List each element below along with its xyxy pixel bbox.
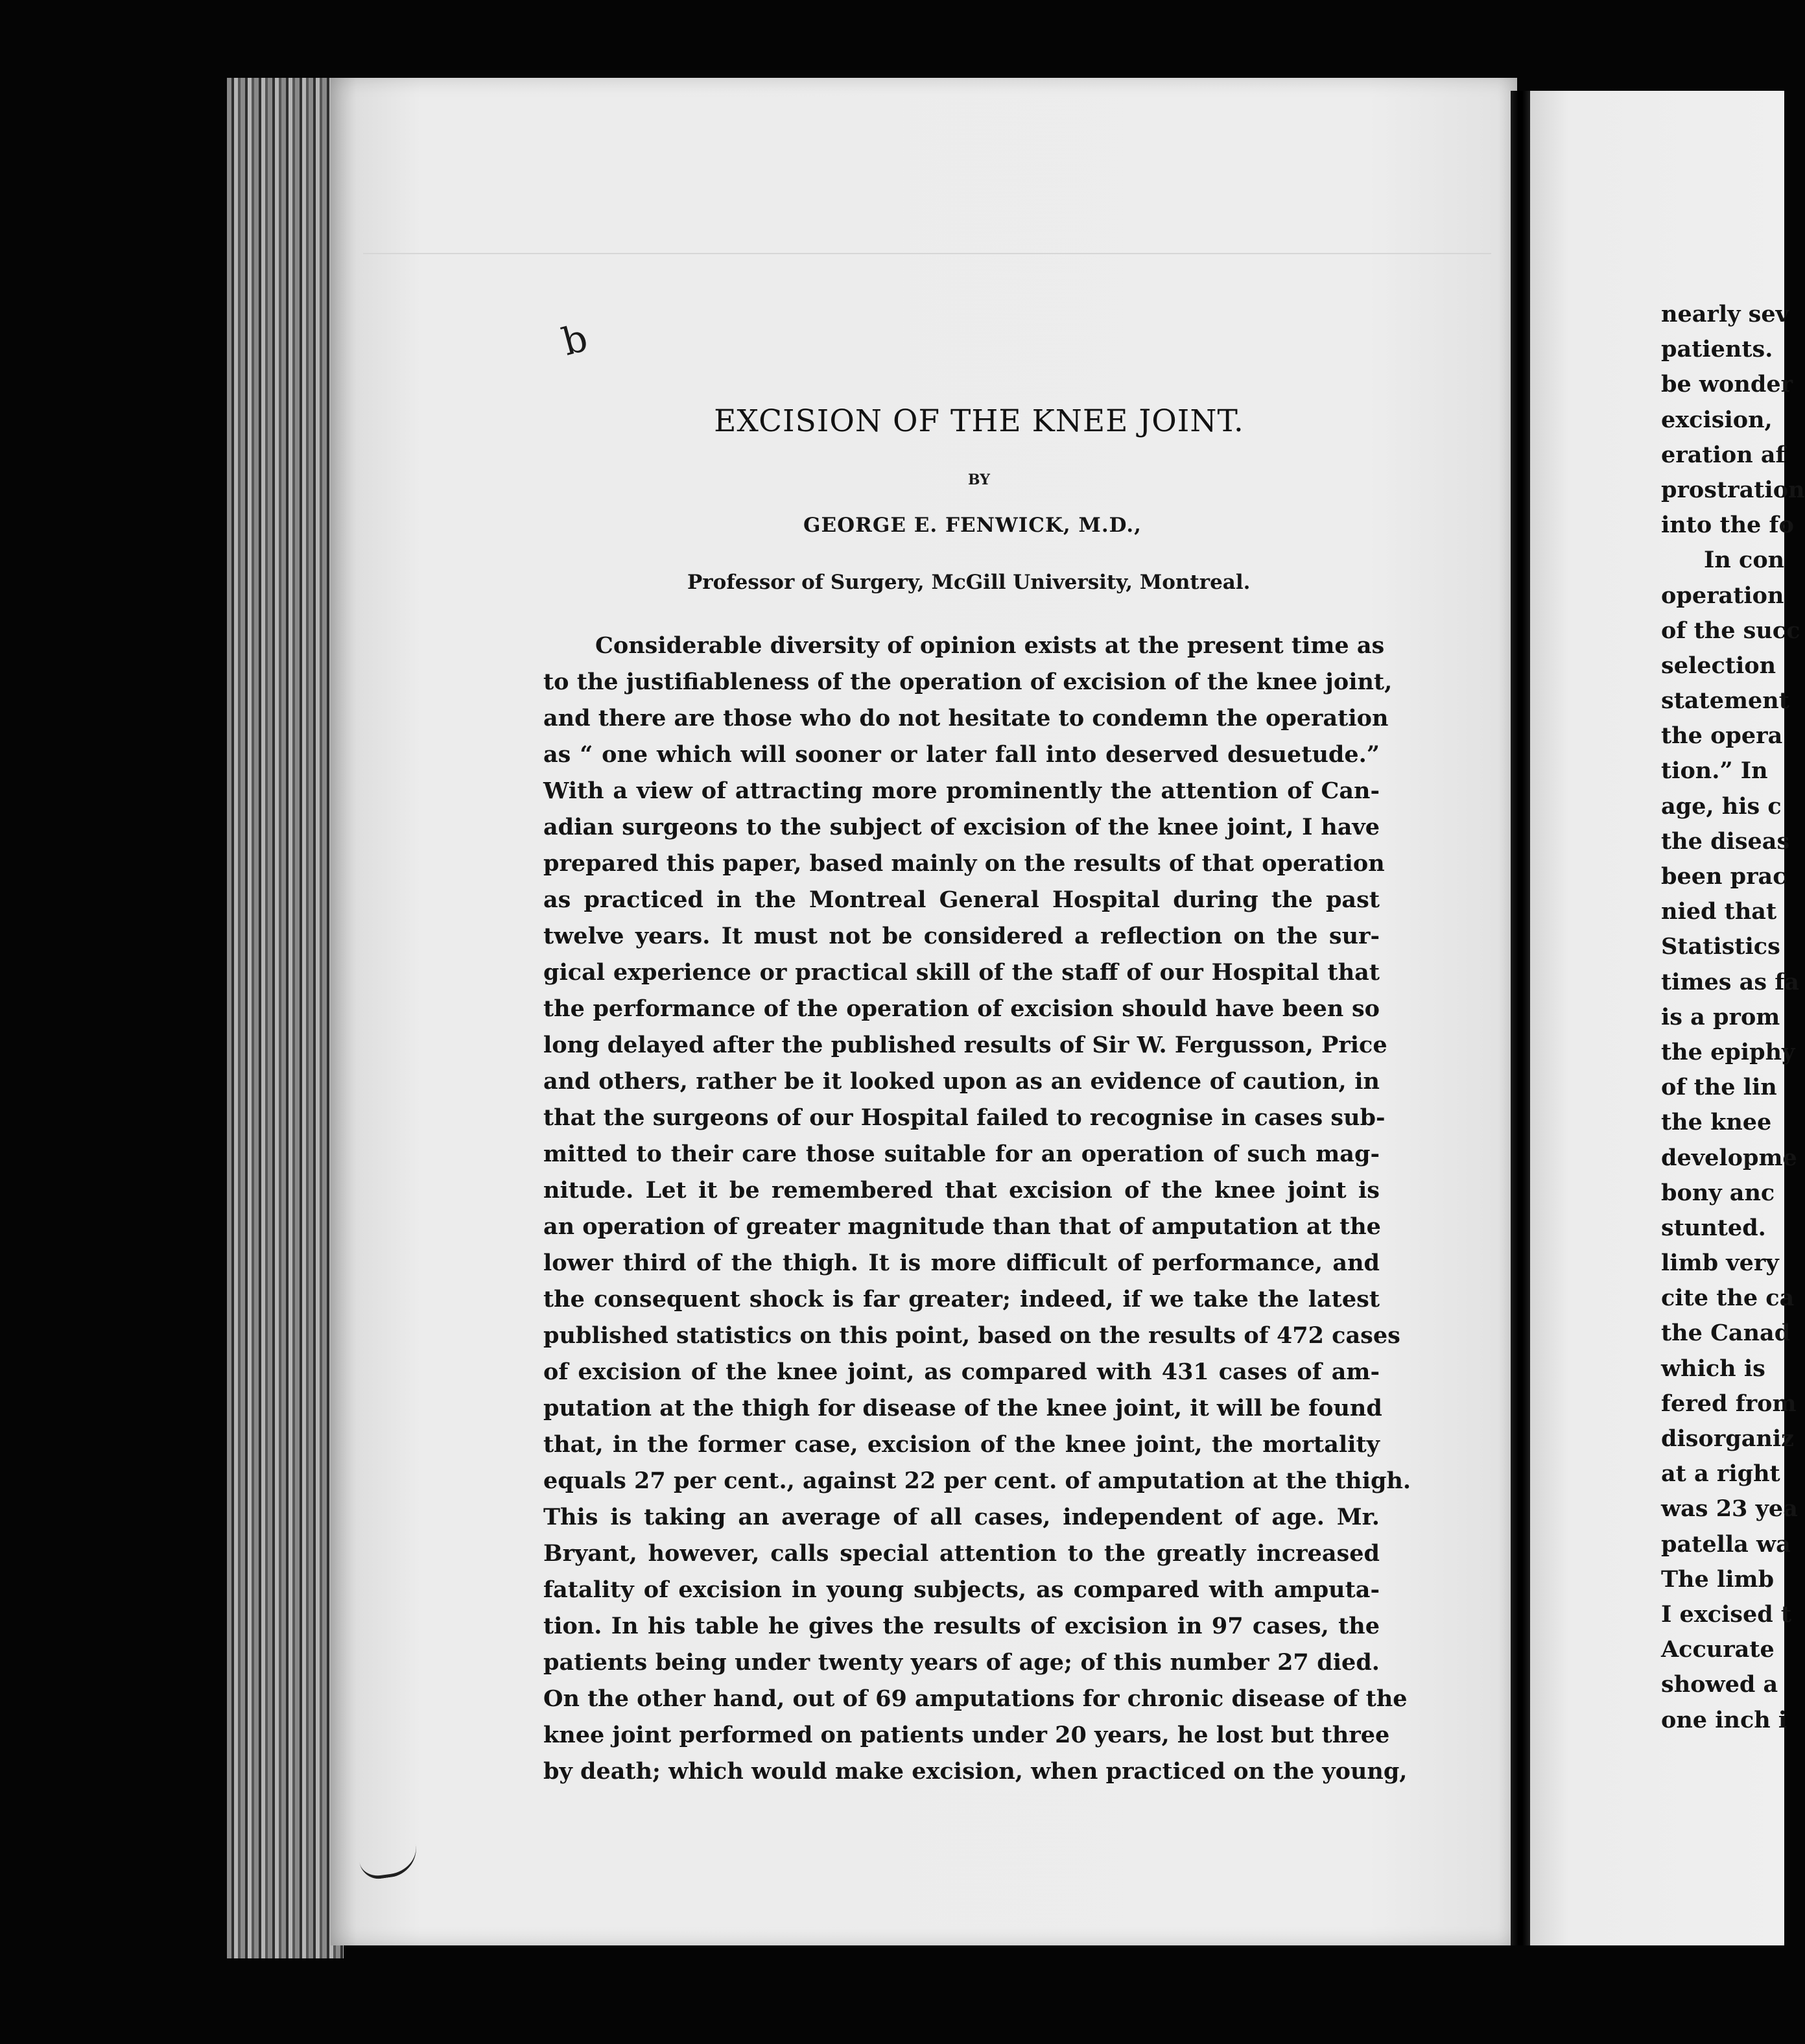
facing-page-line: eration af (1661, 441, 1786, 468)
body-line: and there are those who do not hesitate to condemn the operation (543, 705, 1389, 731)
body-line: twelve years. It must not be considered a reflection on the sur- (543, 923, 1380, 949)
body-line: knee joint performed on patients under 20 years, he lost but three (543, 1722, 1390, 1748)
body-line: Bryant, however, calls special attention to the greatly increased (543, 1540, 1380, 1567)
page-rule (363, 253, 1491, 254)
facing-page-line: which is (1661, 1355, 1765, 1382)
body-line: as “ one which will sooner or later fall into deserved desuetude.” (543, 741, 1380, 768)
body-line: of excision of the knee joint, as compared with 431 cases of am- (543, 1359, 1380, 1385)
body-line: an operation of greater magnitude than that of amputation at the (543, 1213, 1381, 1240)
facing-page-line: age, his c (1661, 792, 1782, 820)
facing-page-text (1661, 297, 1805, 1738)
facing-page-line: times as fa (1661, 968, 1799, 995)
body-line: nitude. Let it be remembered that excision of the knee joint is (543, 1177, 1380, 1204)
body-line: This is taking an average of all cases, independent of age. Mr. (543, 1504, 1380, 1530)
body-line: published statistics on this point, based on the results of 472 cases (543, 1322, 1400, 1349)
body-line: fatality of excision in young subjects, as compared with amputa- (543, 1576, 1380, 1603)
body-line: to the justifiableness of the operation of excision of the knee joint, (543, 669, 1393, 695)
facing-page-line: nied that (1661, 898, 1777, 925)
book-gutter (1511, 91, 1530, 1945)
facing-page-line: operation (1661, 582, 1784, 609)
facing-page-line: been prac (1661, 863, 1787, 890)
body-line: the consequent shock is far greater; indeed, if we take the latest (543, 1286, 1380, 1313)
facing-page-line: selection (1661, 652, 1776, 679)
body-line: and others, rather be it looked upon as an evidence of caution, in (543, 1068, 1380, 1095)
facing-page-line: disorganiz (1661, 1425, 1795, 1452)
facing-page-line: of the succ (1661, 617, 1800, 644)
facing-page-line: was 23 yea (1661, 1495, 1798, 1523)
facing-page-line: is a prom (1661, 1003, 1780, 1030)
facing-page-line: the Canad (1661, 1320, 1791, 1347)
facing-page-line: one inch i (1661, 1706, 1787, 1733)
facing-page-line: the opera (1661, 722, 1783, 750)
margin-mark: b (557, 315, 593, 364)
author-affiliation: Professor of Surgery, McGill University, Montreal. (687, 571, 1251, 594)
facing-page-line: be wonder (1661, 371, 1793, 398)
body-line: long delayed after the published results of Sir W. Fergusson, Price (543, 1032, 1387, 1058)
body-line: patients being under twenty years of age; of this number 27 died. (543, 1649, 1380, 1676)
facing-page-line: statement (1661, 687, 1789, 715)
facing-page-line: Accurate (1661, 1636, 1775, 1663)
page-edges (227, 78, 344, 1958)
facing-page-line: the knee (1661, 1109, 1772, 1136)
facing-page-line: of the lin (1661, 1074, 1777, 1101)
author-name: GEORGE E. FENWICK, M.D., (803, 514, 1142, 537)
article-title: EXCISION OF THE KNEE JOINT. (714, 403, 1244, 439)
facing-page-line: I excised t (1661, 1600, 1792, 1628)
facing-page-line: In con (1704, 547, 1785, 574)
facing-page-line: showed a (1661, 1671, 1778, 1698)
facing-page-line: patella wa (1661, 1530, 1791, 1558)
facing-page-line: at a right (1661, 1460, 1780, 1488)
facing-page-line: limb very (1661, 1250, 1779, 1277)
facing-page-line: developme (1661, 1144, 1797, 1171)
facing-page-line: patients. (1661, 336, 1773, 363)
body-line: Considerable diversity of opinion exists at the present time as (595, 632, 1385, 659)
body-line: putation at the thigh for disease of the knee joint, it will be found (543, 1395, 1382, 1421)
body-line: prepared this paper, based mainly on the results of that operation (543, 850, 1385, 877)
facing-page-line: tion.” In (1661, 757, 1768, 785)
body-line: lower third of the thigh. It is more difficult of performance, and (543, 1250, 1380, 1276)
byline: BY (968, 471, 990, 488)
facing-page-line: bony anc (1661, 1179, 1775, 1206)
facing-page-line: stunted. (1661, 1214, 1766, 1241)
body-line: that, in the former case, excision of the knee joint, the mortality (543, 1431, 1380, 1458)
body-line: as practiced in the Montreal General Hospital during the past (543, 886, 1380, 913)
facing-page-line: fered from (1661, 1390, 1797, 1417)
facing-page-line: prostration (1661, 476, 1805, 503)
facing-page-line: nearly sev (1661, 301, 1789, 327)
facing-page-line: the epiphy (1661, 1038, 1795, 1065)
facing-page-line: into the fo (1661, 512, 1794, 539)
facing-page-line: excision, (1661, 406, 1773, 433)
body-line: mitted to their care those suitable for an operation of such mag- (543, 1141, 1380, 1167)
body-line: by death; which would make excision, when practiced on the young, (543, 1758, 1408, 1785)
body-line: equals 27 per cent., against 22 per cent. of amputation at the thigh. (543, 1468, 1411, 1494)
body-line: the performance of the operation of excision should have been so (543, 995, 1380, 1022)
facing-page-line: the diseas (1661, 827, 1790, 855)
body-line: With a view of attracting more prominently the attention of Can- (543, 778, 1380, 804)
article-body (543, 628, 1411, 1790)
body-line: adian surgeons to the subject of excision of the knee joint, I have (543, 814, 1380, 840)
body-line: On the other hand, out of 69 amputations for chronic disease of the (543, 1685, 1408, 1712)
facing-page-line: cite the ca (1661, 1285, 1795, 1312)
body-line: that the surgeons of our Hospital failed to recognise in cases sub- (543, 1104, 1386, 1131)
body-line: gical experience or practical skill of the staff of our Hospital that (543, 959, 1380, 986)
facing-page-line: The limb (1661, 1565, 1775, 1593)
body-line: tion. In his table he gives the results of excision in 97 cases, the (543, 1613, 1380, 1639)
facing-page-line: Statistics (1661, 933, 1780, 960)
